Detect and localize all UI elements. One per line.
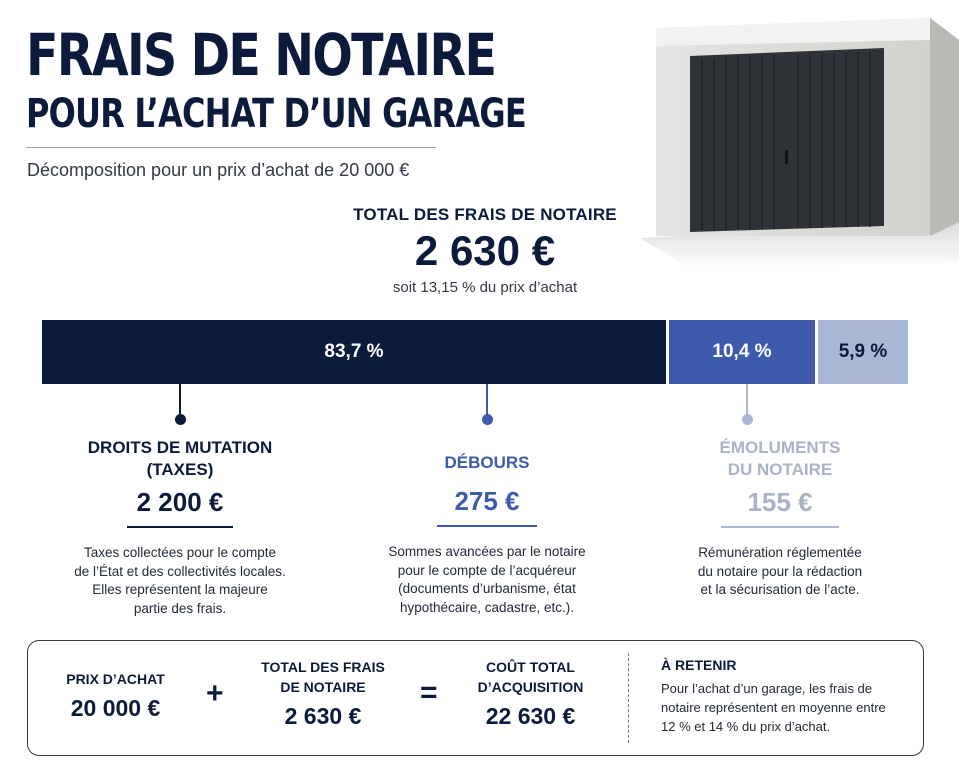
retenir-line: notaire représentent en moyenne entre <box>661 700 886 715</box>
category-underline <box>721 526 839 528</box>
category-title-line: DÉBOURS <box>444 453 530 472</box>
desc-line: du notaire pour la rédaction <box>697 563 863 579</box>
category-description <box>60 544 300 618</box>
category-value: 275 € <box>454 486 520 516</box>
category-title-line: DROITS DE MUTATION <box>87 438 273 457</box>
category-value: 2 200 € <box>136 487 224 517</box>
page-subtitle-heading: POUR L’ACHAT D’UN GARAGE <box>26 91 526 137</box>
desc-line: Elles représentent la majeure <box>92 582 268 597</box>
retenir-line: Pour l’achat d’un garage, les frais de <box>661 681 873 696</box>
summary-label <box>248 657 398 697</box>
category-droits <box>60 437 300 618</box>
category-description <box>660 544 900 600</box>
desc-line: de l’État et des collectivités locales. <box>74 563 286 579</box>
connector-dot <box>175 414 186 425</box>
desc-line: pour le compte de l’acquéreur <box>397 562 577 578</box>
total-fees-value: 2 630 € <box>414 227 556 274</box>
bar-segment-droits <box>42 320 666 384</box>
total-fees-percent: soit 13,15 % du prix d’achat <box>392 279 578 296</box>
category-emoluments <box>660 437 900 600</box>
total-fees-label: TOTAL DES FRAIS DE NOTAIRE <box>353 205 617 224</box>
desc-line: Sommes avancées par le notaire <box>388 544 586 559</box>
dashed-divider <box>628 653 629 743</box>
summary-value: 22 630 € <box>485 703 576 729</box>
summary-label-line: DE NOTAIRE <box>280 679 366 695</box>
desc-line: hypothécaire, cadastre, etc.). <box>399 599 575 615</box>
title-divider <box>26 147 436 148</box>
desc-line: Rémunération réglementée <box>698 545 862 560</box>
summary-label: PRIX D’ACHAT <box>66 671 165 687</box>
category-debours <box>367 452 607 617</box>
total-fees-block <box>300 205 670 296</box>
retenir-line: 12 % et 14 % du prix d’achat. <box>661 719 831 734</box>
bar-segment-label: 5,9 % <box>838 341 888 362</box>
summary-label-line: COÛT TOTAL <box>486 659 575 675</box>
summary-prix <box>48 669 183 722</box>
bar-segment-debours <box>669 320 815 384</box>
summary-label-line: TOTAL DES FRAIS <box>261 659 385 675</box>
desc-line: partie des frais. <box>133 600 227 616</box>
category-title <box>660 437 900 481</box>
category-title <box>60 437 300 481</box>
summary-label <box>458 657 603 697</box>
category-title-line: ÉMOLUMENTS <box>719 438 841 457</box>
desc-line: Taxes collectées pour le compte <box>83 545 277 560</box>
a-retenir-title: À RETENIR <box>661 657 737 673</box>
category-title-line: (TAXES) <box>146 460 214 479</box>
plus-sign: + <box>206 677 224 710</box>
category-value: 155 € <box>747 487 813 517</box>
garage-illustration <box>630 0 959 270</box>
category-title <box>367 452 607 474</box>
summary-label-line: D’ACQUISITION <box>477 679 584 695</box>
summary-value: 20 000 € <box>70 695 161 721</box>
summary-box <box>27 640 924 756</box>
summary-frais <box>248 657 398 730</box>
a-retenir-block <box>661 657 911 736</box>
summary-cout <box>458 657 603 730</box>
a-retenir-text <box>661 679 911 736</box>
bar-segment-emoluments <box>818 320 908 384</box>
bar-segment-label: 83,7 % <box>324 341 384 362</box>
bar-segment-label: 10,4 % <box>712 341 772 362</box>
desc-line: (documents d’urbanisme, état <box>398 581 576 596</box>
desc-line: et la sécurisation de l’acte. <box>700 582 860 597</box>
page-title: FRAIS DE NOTAIRE <box>26 21 496 89</box>
connector-dot <box>482 414 493 425</box>
category-description <box>367 543 607 617</box>
summary-value: 2 630 € <box>284 703 362 729</box>
price-subtitle: Décomposition pour un prix d’achat de 20 000 € <box>27 160 410 180</box>
category-underline <box>437 525 537 527</box>
category-underline <box>127 526 233 528</box>
equals-sign: = <box>420 676 438 709</box>
connector-dot <box>742 414 753 425</box>
category-title-line: DU NOTAIRE <box>727 460 833 479</box>
